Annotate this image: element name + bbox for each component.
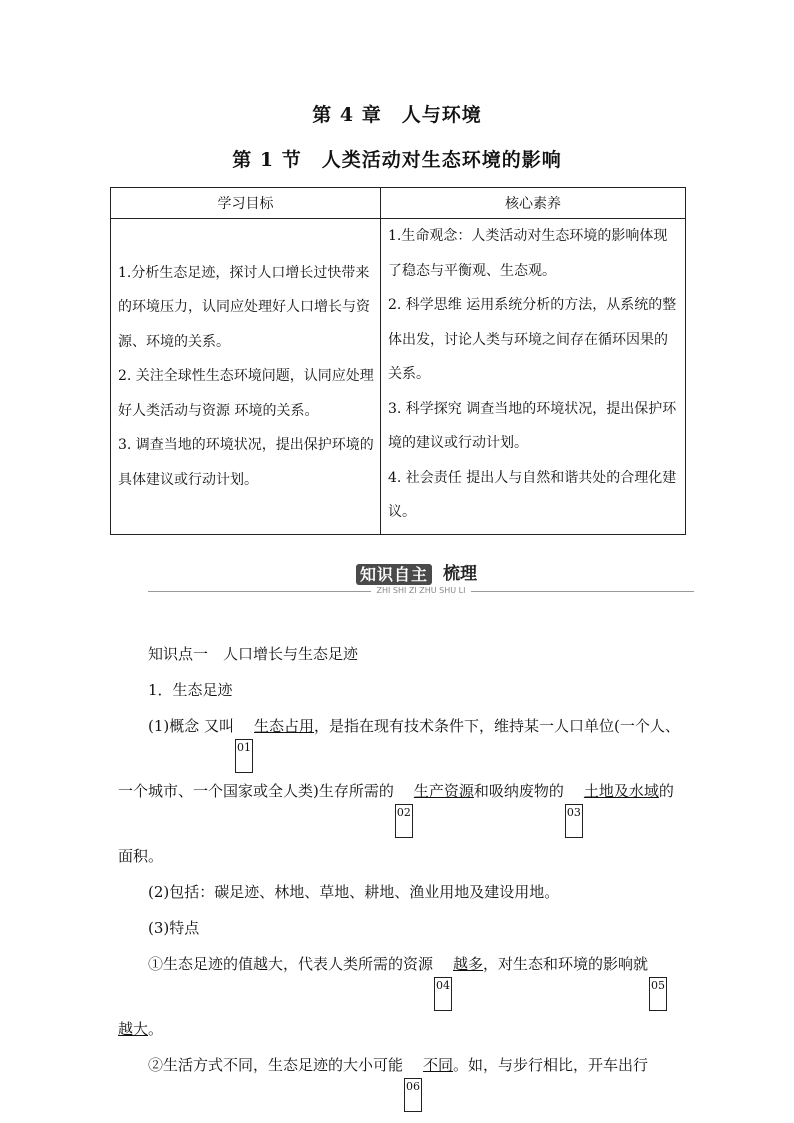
goals-table	[110, 187, 686, 535]
banner-badge: 知识自主	[356, 564, 432, 585]
answer-text: 土地及水域	[583, 782, 659, 800]
item-heading: 1．生态足迹	[148, 681, 233, 699]
goals-header-left: 学习目标	[111, 188, 381, 219]
section-title: 第 1 节 人类活动对生态环境的影响	[232, 149, 562, 171]
blank-number-box: 06	[404, 1078, 422, 1112]
answer-text: 生产资源	[413, 782, 474, 800]
answer-text: 越多	[453, 955, 484, 973]
learning-goal-item: 2. 关注全球性生态环境问题，认同应处理好人类活动与资源 环境的关系。	[118, 368, 374, 419]
paragraph-features: (3)特点	[148, 919, 200, 937]
banner-pinyin: ZHI SHI ZI ZHU SHU LI	[371, 586, 472, 595]
knowledge-point-title: 知识点一 人口增长与生态足迹	[148, 645, 359, 663]
banner-title: 梳理	[443, 564, 477, 584]
core-literacy-cell	[381, 219, 686, 535]
learning-goals-cell	[111, 219, 381, 535]
blank-number-box: 02	[395, 804, 413, 838]
answer-text: 生态占用	[254, 717, 315, 735]
learning-goal-item: 3. 调查当地的环境状况，提出保护环境的具体建议或行动计划。	[118, 437, 374, 488]
section-banner	[148, 560, 694, 602]
blank-number-box: 04	[434, 977, 452, 1011]
learning-goal-item: 1.分析生态足迹，探讨人口增长过快带来的环境压力，认同应处理好人口增长与资源、环境的关系。	[118, 264, 370, 350]
core-literacy-item: 3. 科学探究 调查当地的环境状况，提出保护环境的建议或行动计划。	[388, 400, 677, 451]
paragraph-includes: (2)包括：碳足迹、林地、草地、耕地、渔业用地及建设用地。	[148, 883, 560, 901]
answer-text: 越大	[118, 1020, 149, 1038]
core-literacy-item: 1.生命观念：人类活动对生态环境的影响体现了稳态与平衡观、生态观。	[388, 228, 668, 279]
core-literacy-item: 2. 科学思维 运用系统分析的方法，从系统的整体出发，讨论人类与环境之间存在循环因果的关系。	[388, 297, 677, 382]
blank-number-box: 01	[235, 739, 253, 773]
blank-number-box: 05	[649, 977, 667, 1011]
goals-header-right: 核心素养	[381, 188, 686, 219]
core-literacy-item: 4. 社会责任 提出人与自然和谐共处的合理化建议。	[388, 469, 677, 520]
chapter-title: 第 4 章 人与环境	[312, 104, 482, 126]
blank-number-box: 03	[565, 804, 583, 838]
paragraph-concept: (1)概念 又叫01生态占用，是指在现有技术条件下，维持某一人口单位(一个人、一个城市、一个国家或全人类)生存所需的02生产资源和吸纳废物的03土地及水域的面积。	[118, 717, 680, 865]
paragraph-feature-1: ①生态足迹的值越大，代表人类所需的资源04越多，对生态和环境的影响就05越大。	[118, 955, 666, 1038]
content-body	[118, 636, 680, 1112]
paragraph-feature-2: ②生活方式不同，生态足迹的大小可能06不同。如，与步行相比，开车出行	[118, 1047, 680, 1112]
goals-table-body-row	[111, 219, 686, 535]
goals-table-header-row	[111, 188, 686, 219]
answer-text: 不同	[423, 1056, 454, 1074]
